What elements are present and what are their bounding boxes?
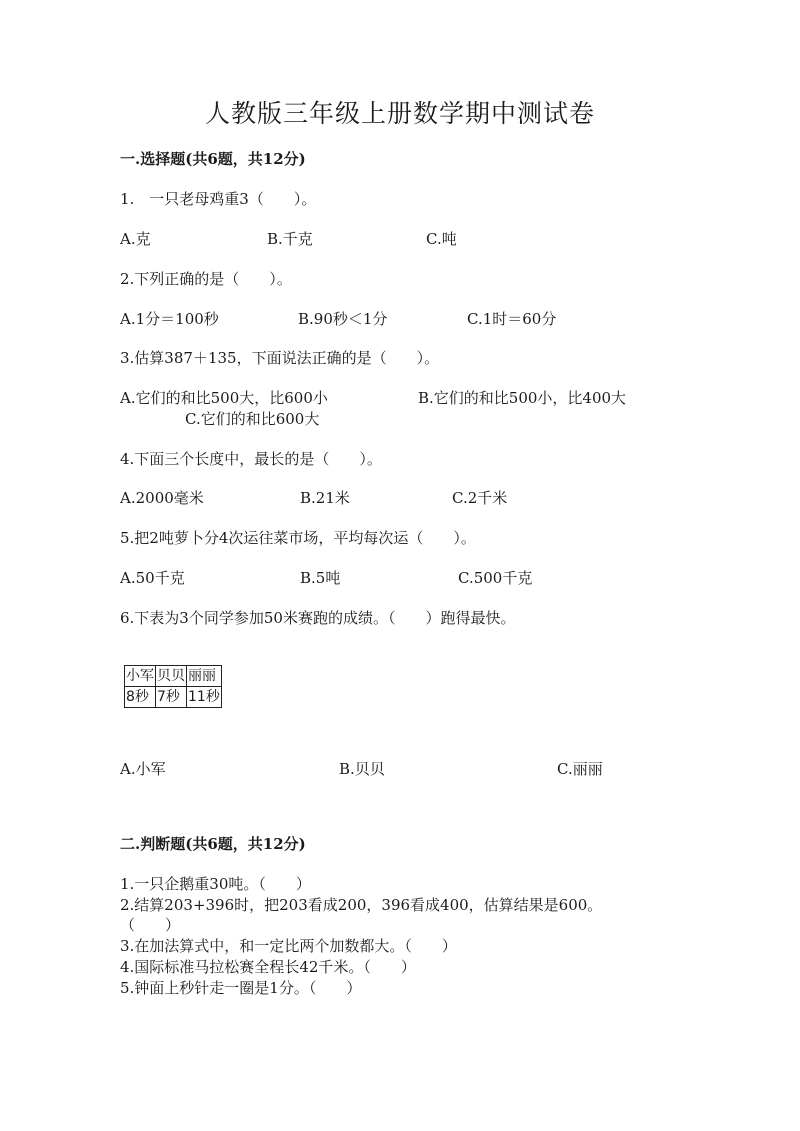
table-row (125, 687, 222, 708)
question-4-option-c: C.2千米 (452, 489, 508, 507)
question-4-option-b: B.21米 (300, 489, 350, 507)
race-results-table (124, 665, 222, 708)
table-header-cell: 贝贝 (156, 666, 187, 687)
question-6-stem: 6.下表为3个同学参加50米赛跑的成绩。（ ）跑得最快。 (120, 609, 516, 627)
page-title: 人教版三年级上册数学期中测试卷 (204, 99, 595, 128)
judgement-item: 4.国际标准马拉松赛全程长42千米。（ ） (120, 958, 416, 976)
judgement-item: 3.在加法算式中，和一定比两个加数都大。（ ） (120, 937, 457, 955)
question-2-option-a: A.1分＝100秒 (120, 310, 219, 328)
table-header-cell: 小军 (125, 666, 156, 687)
question-3-option-c: C.它们的和比600大 (185, 410, 320, 428)
question-6-option-c: C.丽丽 (557, 760, 603, 778)
question-2-option-b: B.90秒＜1分 (298, 310, 388, 328)
question-2-stem: 2.下列正确的是（ ）。 (120, 270, 292, 288)
question-4-stem: 4.下面三个长度中，最长的是（ ）。 (120, 450, 382, 468)
question-1-option-c: C.吨 (426, 230, 457, 248)
judgement-item-continuation: （ ） (120, 916, 181, 934)
judgement-item: 2.结算203+396时，把203看成200，396看成400，估算结果是600。 (120, 896, 603, 914)
question-5-option-a: A.50千克 (120, 569, 185, 587)
judgement-item: 1.一只企鹅重30吨。（ ） (120, 875, 311, 893)
question-3-option-a: A.它们的和比500大，比600小 (120, 389, 328, 407)
question-6-option-b: B.贝贝 (339, 760, 385, 778)
table-cell: 7秒 (156, 687, 187, 708)
judgement-item: 5.钟面上秒针走一圈是1分。（ ） (120, 979, 362, 997)
question-5-stem: 5.把2吨萝卜分4次运往菜市场，平均每次运（ ）。 (120, 529, 476, 547)
question-6-option-a: A.小军 (120, 760, 166, 778)
question-1-option-a: A.克 (120, 230, 151, 248)
table-header-cell: 丽丽 (187, 666, 222, 687)
question-3-option-b: B.它们的和比500小，比400大 (418, 389, 627, 407)
question-3-stem: 3.估算387＋135，下面说法正确的是（ ）。 (120, 349, 440, 367)
section-heading-choice: 一.选择题(共6题，共12分) (120, 150, 306, 168)
section-heading-judgement: 二.判断题(共6题，共12分) (120, 835, 306, 853)
table-cell: 11秒 (187, 687, 222, 708)
table-header-row (125, 666, 222, 687)
question-4-option-a: A.2000毫米 (120, 489, 204, 507)
question-2-option-c: C.1时＝60分 (467, 310, 557, 328)
question-1-stem: 1. 一只老母鸡重3（ ）。 (120, 190, 317, 208)
question-1-option-b: B.千克 (267, 230, 313, 248)
question-5-option-b: B.5吨 (300, 569, 341, 587)
table-cell: 8秒 (125, 687, 156, 708)
question-5-option-c: C.500千克 (458, 569, 533, 587)
